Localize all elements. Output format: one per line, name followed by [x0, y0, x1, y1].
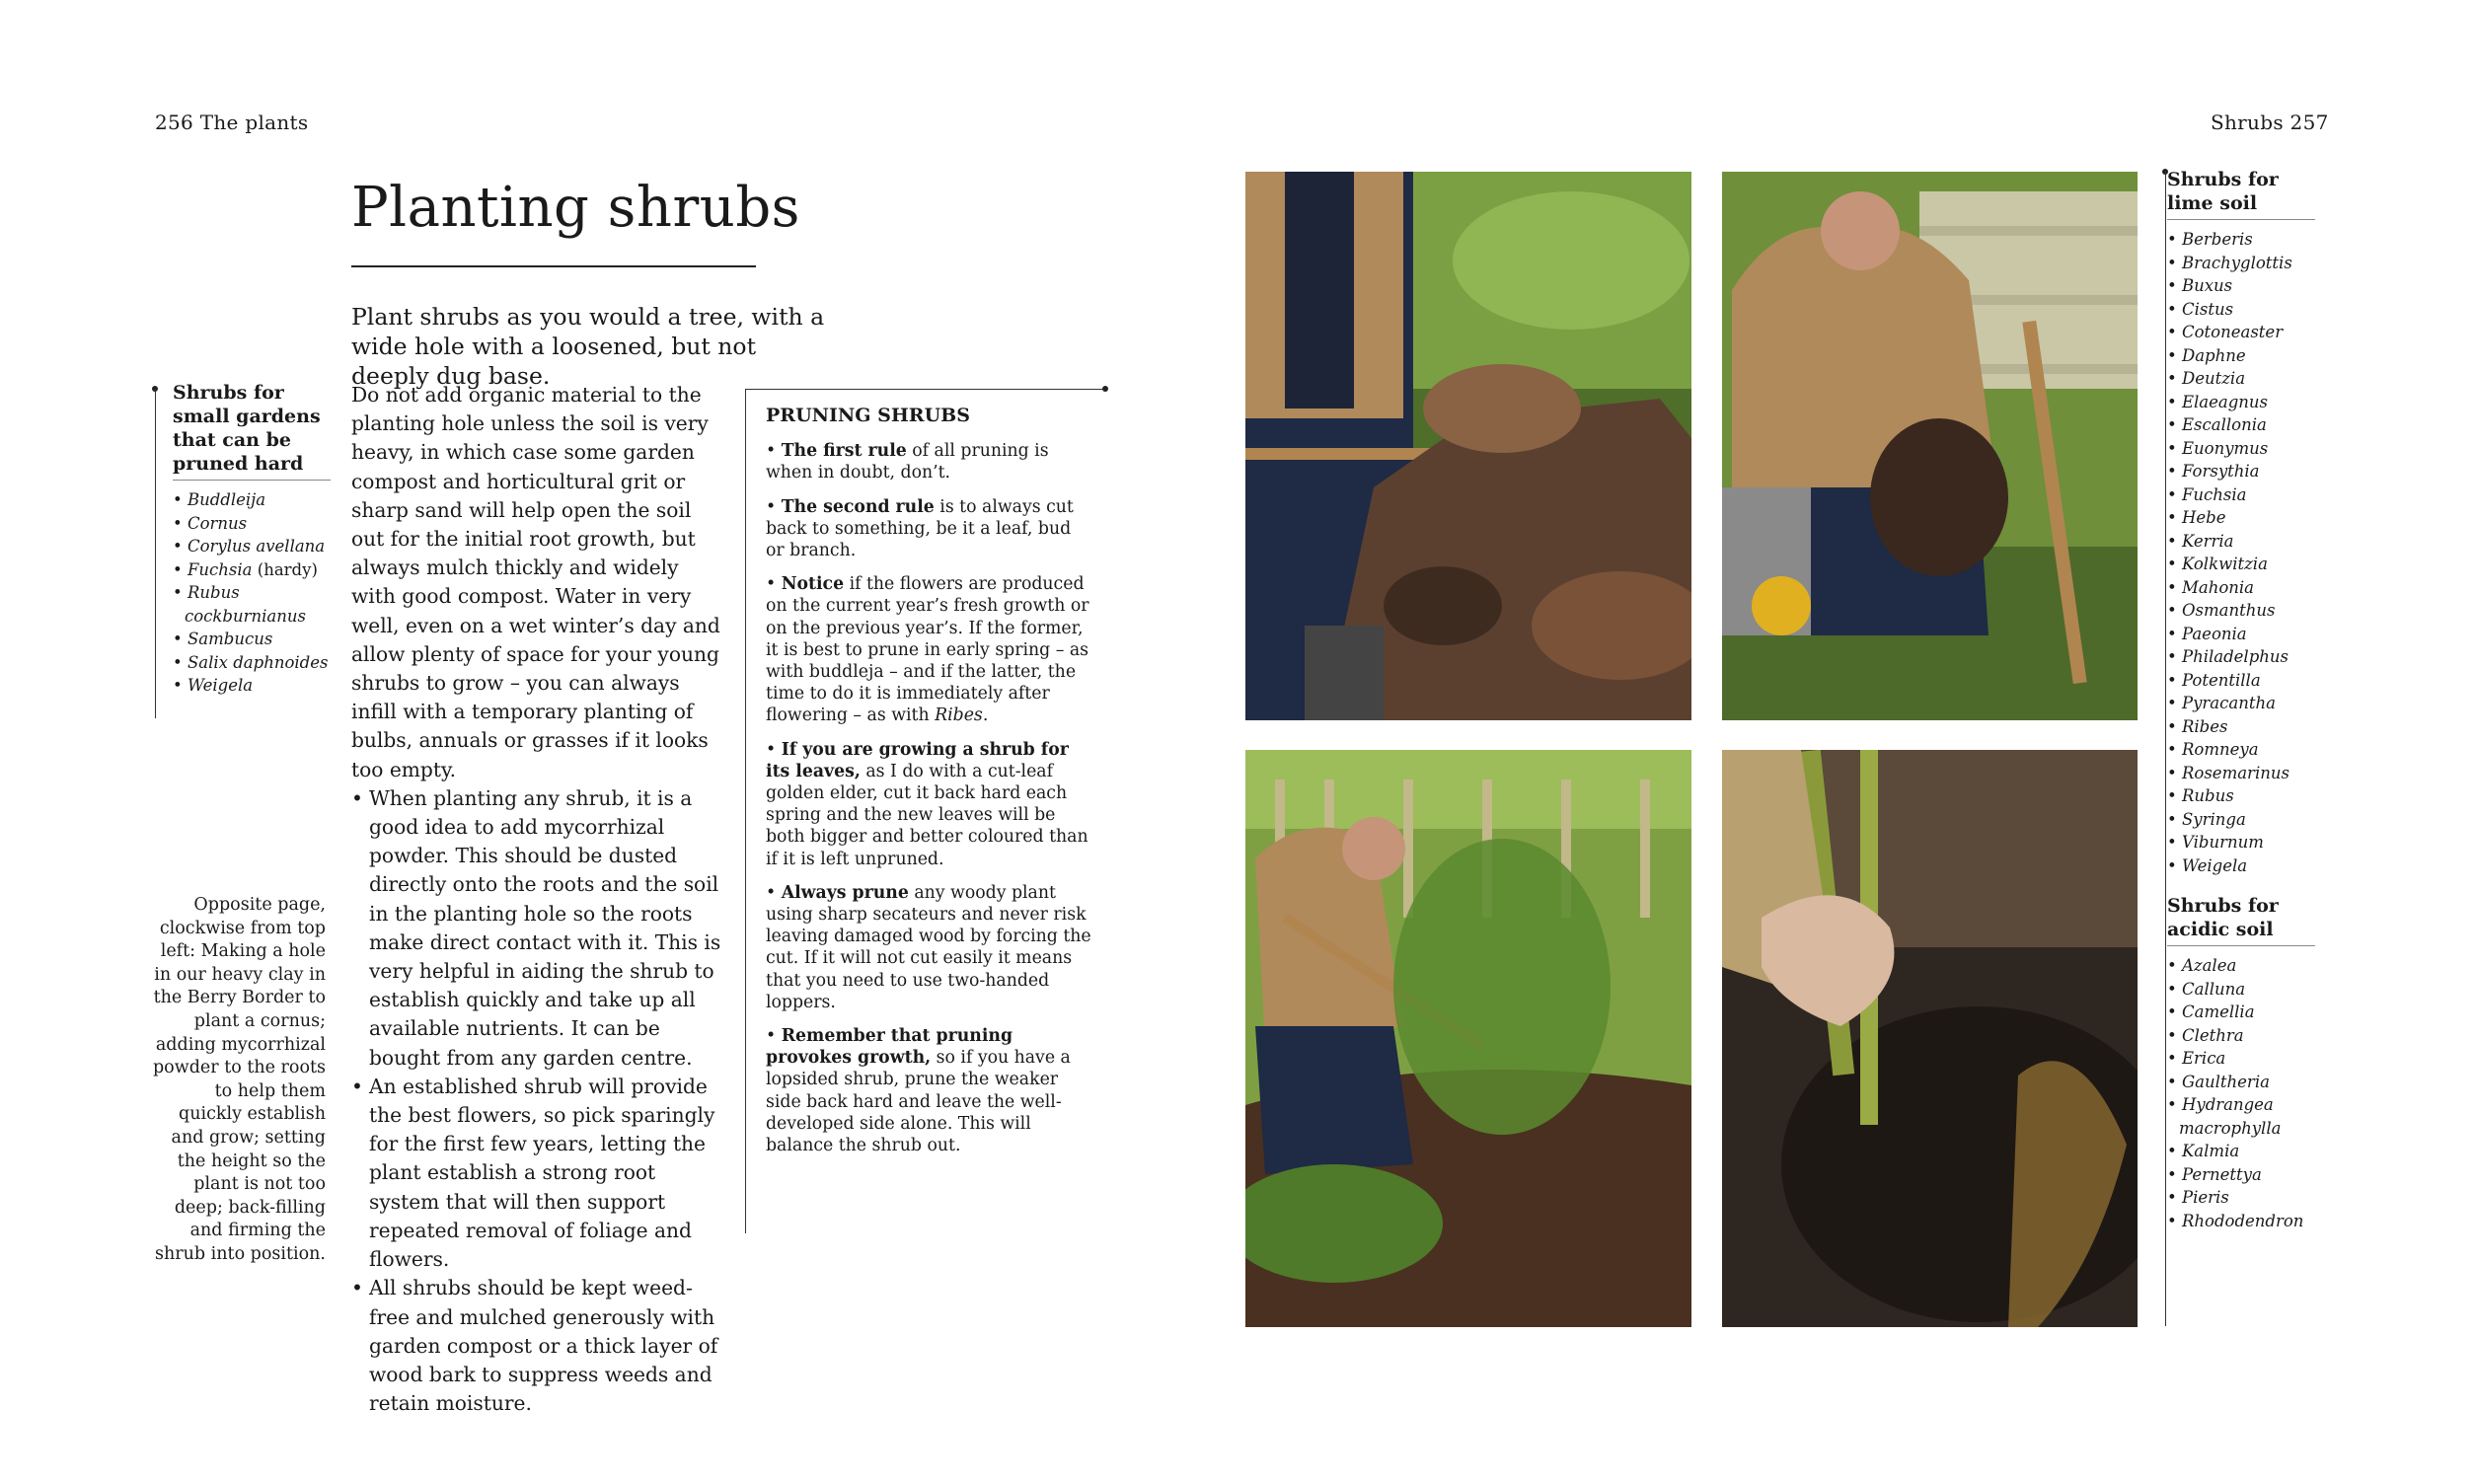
photo-adding-powder [1722, 172, 2138, 720]
tip-tail: . [982, 705, 989, 726]
sidebar-heading: Shrubs for acidic soil [2167, 894, 2315, 946]
pruning-heading: PRUNING SHRUBS [766, 405, 970, 426]
list-item: • Paeonia [2167, 623, 2315, 646]
list-item: • Buddleija [173, 488, 331, 512]
list-item: • Elaeagnus [2167, 391, 2315, 414]
list-item: • Pyracantha [2167, 692, 2315, 715]
body-bullet: • All shrubs should be kept weed-free and mulched generously with garden compost or a thick layer of wood bark to suppress weeds and retain moisture. [351, 1274, 726, 1418]
pruning-tip: • Always prune any woody plant using sharp secateurs and never risk leaving damaged wood by forcing the cut. If it will not cut easily it means that you need to use two-handed loppers. [766, 882, 1091, 1012]
list-item: • Hydrangea macrophylla [2167, 1093, 2315, 1140]
list-item: • Viburnum [2167, 831, 2315, 854]
tip-lead: Always prune [781, 882, 909, 903]
list-item: • Cistus [2167, 298, 2315, 322]
photo-caption: Opposite page, clockwise from top left: Making a hole in our heavy clay in the Berry Border to plant a cornus; adding mycorrhizal powder to the roots to help them quickly establish and grow; setting the height so the plant is not too deep; back-filling and firming the shrub into position. [152, 895, 326, 1264]
pruning-box-dot [1102, 386, 1108, 392]
list-item: • Sambucus [173, 628, 331, 651]
shrub-list [2167, 228, 2315, 877]
body-paragraph: Do not add organic material to the planting hole unless the soil is very heavy, in which case some garden compost and horticultural grit or sharp sand will help open the soil out for the initial root growth, but always mulch thickly and widely with good compost. Water in very well, even on a wet winter’s day and allow plenty of space for your young shrubs to grow – you can always infill with a temporary planting of bulbs, annuals or grasses if it looks too empty. [351, 383, 720, 781]
list-item: • Osmanthus [2167, 599, 2315, 623]
pruning-tip: • The first rule of all pruning is when in doubt, don’t. [766, 441, 1049, 483]
sidebar-rule [2165, 172, 2166, 1326]
list-item: • Fuchsia [2167, 483, 2315, 507]
list-item: • Romneya [2167, 738, 2315, 762]
page-title: Planting shrubs [351, 176, 800, 240]
page-number-right: Shrubs 257 [2211, 111, 2329, 134]
title-rule [351, 265, 756, 267]
list-item: • Salix daphnoides [173, 651, 331, 675]
sidebar-heading: Shrubs for small gardens that can be pruned hard [173, 381, 331, 481]
sidebar-rule [155, 389, 156, 718]
list-item: • Rosemarinus [2167, 762, 2315, 785]
body-bullets [351, 784, 726, 1418]
pruning-tip: • Remember that pruning provokes growth, so if you have a lopsided shrub, prune the weaker side back hard and leave the well-developed side alone. This will balance the shrub out. [766, 1026, 1071, 1156]
tip-text: if the flowers are produced on the current year’s fresh growth or on the previous year’s. If the former, it is best to prune in early spring – as with buddleja – and if the latter, the time to do it is immediately after flowering – as with [766, 574, 1089, 726]
sidebar-small-gardens [173, 381, 331, 698]
list-item: • Rhododendron [2167, 1210, 2315, 1233]
list-item: • Brachyglottis [2167, 252, 2315, 275]
sidebar-acidic-soil [2167, 894, 2315, 1232]
list-item: • Corylus avellana [173, 535, 331, 558]
sidebar-lime-soil [2167, 168, 2315, 877]
pruning-tip: • The second rule is to always cut back to something, be it a leaf, bud or branch. [766, 496, 1074, 561]
list-item: • Azalea [2167, 954, 2315, 978]
list-item: • Buxus [2167, 274, 2315, 298]
list-item: • Camellia [2167, 1001, 2315, 1024]
tip-text: of all pruning is when in doubt, don’t. [766, 441, 1049, 483]
shrub-list [173, 488, 331, 698]
list-item: • Ribes [2167, 715, 2315, 739]
body-text [351, 381, 726, 1418]
list-item: • Kolkwitzia [2167, 553, 2315, 576]
pruning-tip: • Notice if the flowers are produced on the current year’s fresh growth or on the previous year’s. If the former, it is best to prune in early spring – as with buddleja – and if the latter, the time to do it is immediately after flowering – as with Ribes. [766, 574, 1089, 726]
page-number-left: 256 The plants [155, 111, 309, 134]
list-item [173, 558, 331, 582]
tip-text: any woody plant using sharp secateurs and never risk leaving damaged wood by forcing the cut. If it will not cut easily it means that you need to use two-handed loppers. [766, 882, 1091, 1012]
list-item: • Weigela [173, 674, 331, 698]
pruning-box-rule-top [745, 389, 1106, 390]
tip-text: so if you have a lopsided shrub, prune the weaker side back hard and leave the well-developed side alone. This will balance the shrub out. [766, 1048, 1071, 1156]
list-item: • Pernettya [2167, 1163, 2315, 1187]
photo-setting-height [1245, 750, 1691, 1327]
list-item: • Clethra [2167, 1024, 2315, 1048]
list-item: • Potentilla [2167, 669, 2315, 693]
sidebar-heading: Shrubs for lime soil [2167, 168, 2315, 220]
list-item: • Weigela [2167, 854, 2315, 878]
photo-back-filling [1722, 750, 2138, 1327]
tip-lead: Remember that pruning provokes growth, [766, 1026, 1013, 1069]
list-item: • Mahonia [2167, 576, 2315, 600]
tip-lead: The second rule [781, 496, 935, 517]
list-item: • Hebe [2167, 506, 2315, 530]
tip-lead: Notice [781, 574, 845, 595]
list-item: • Cornus [173, 512, 331, 536]
list-item: • Kerria [2167, 530, 2315, 554]
tip-text: as I do with a cut-leaf golden elder, cut it back hard each spring and the new leaves will be both bigger and better coloured than if it is left unpruned. [766, 761, 1088, 869]
tip-lead: The first rule [781, 441, 907, 462]
list-item: • Pieris [2167, 1186, 2315, 1210]
pruning-tip: • If you are growing a shrub for its leaves, as I do with a cut-leaf golden elder, cut it back hard each spring and the new leaves will be both bigger and better coloured than if it is left unpruned. [766, 739, 1088, 869]
list-item: • Deutzia [2167, 367, 2315, 391]
list-item: • Berberis [2167, 228, 2315, 252]
pruning-box-rule-left [745, 389, 746, 1233]
intro-text: Plant shrubs as you would a tree, with a wide hole with a loosened, but not deeply dug base. [351, 303, 825, 390]
shrub-list [2167, 954, 2315, 1232]
list-item: • Gaultheria [2167, 1071, 2315, 1094]
list-item: • Escallonia [2167, 413, 2315, 437]
tip-text: is to always cut back to something, be it a leaf, bud or branch. [766, 496, 1074, 561]
list-item: • Forsythia [2167, 460, 2315, 483]
photo-digging-hole [1245, 172, 1691, 720]
list-item: • Rubus [2167, 784, 2315, 808]
list-item: • Kalmia [2167, 1140, 2315, 1163]
tip-italic: Ribes [935, 705, 983, 726]
list-item-note: (hardy) [257, 559, 318, 579]
list-item: • Rubus cockburnianus [173, 581, 331, 628]
list-item: • Erica [2167, 1047, 2315, 1071]
body-bullet: • When planting any shrub, it is a good idea to add mycorrhizal powder. This should be dusted directly onto the roots and the soil in the planting hole so the roots make direct contact with it. This is very helpful in aiding the shrub to establish quickly and take up all available nutrients. It can be bought from any garden centre. [351, 784, 726, 1073]
list-item: • Syringa [2167, 808, 2315, 832]
pruning-shrubs-box [766, 405, 1091, 1168]
tip-lead: If you are growing a shrub for its leaves, [766, 739, 1069, 781]
list-item: • Calluna [2167, 978, 2315, 1002]
list-item: • Euonymus [2167, 437, 2315, 461]
list-item: • Philadelphus [2167, 645, 2315, 669]
list-item: • Cotoneaster [2167, 321, 2315, 344]
list-item-name: Fuchsia [187, 559, 253, 579]
list-item: • Daphne [2167, 344, 2315, 368]
body-bullet: • An established shrub will provide the best flowers, so pick sparingly for the first few years, letting the plant establish a strong root system that will then support repeated removal of foliage and flowers. [351, 1073, 726, 1274]
